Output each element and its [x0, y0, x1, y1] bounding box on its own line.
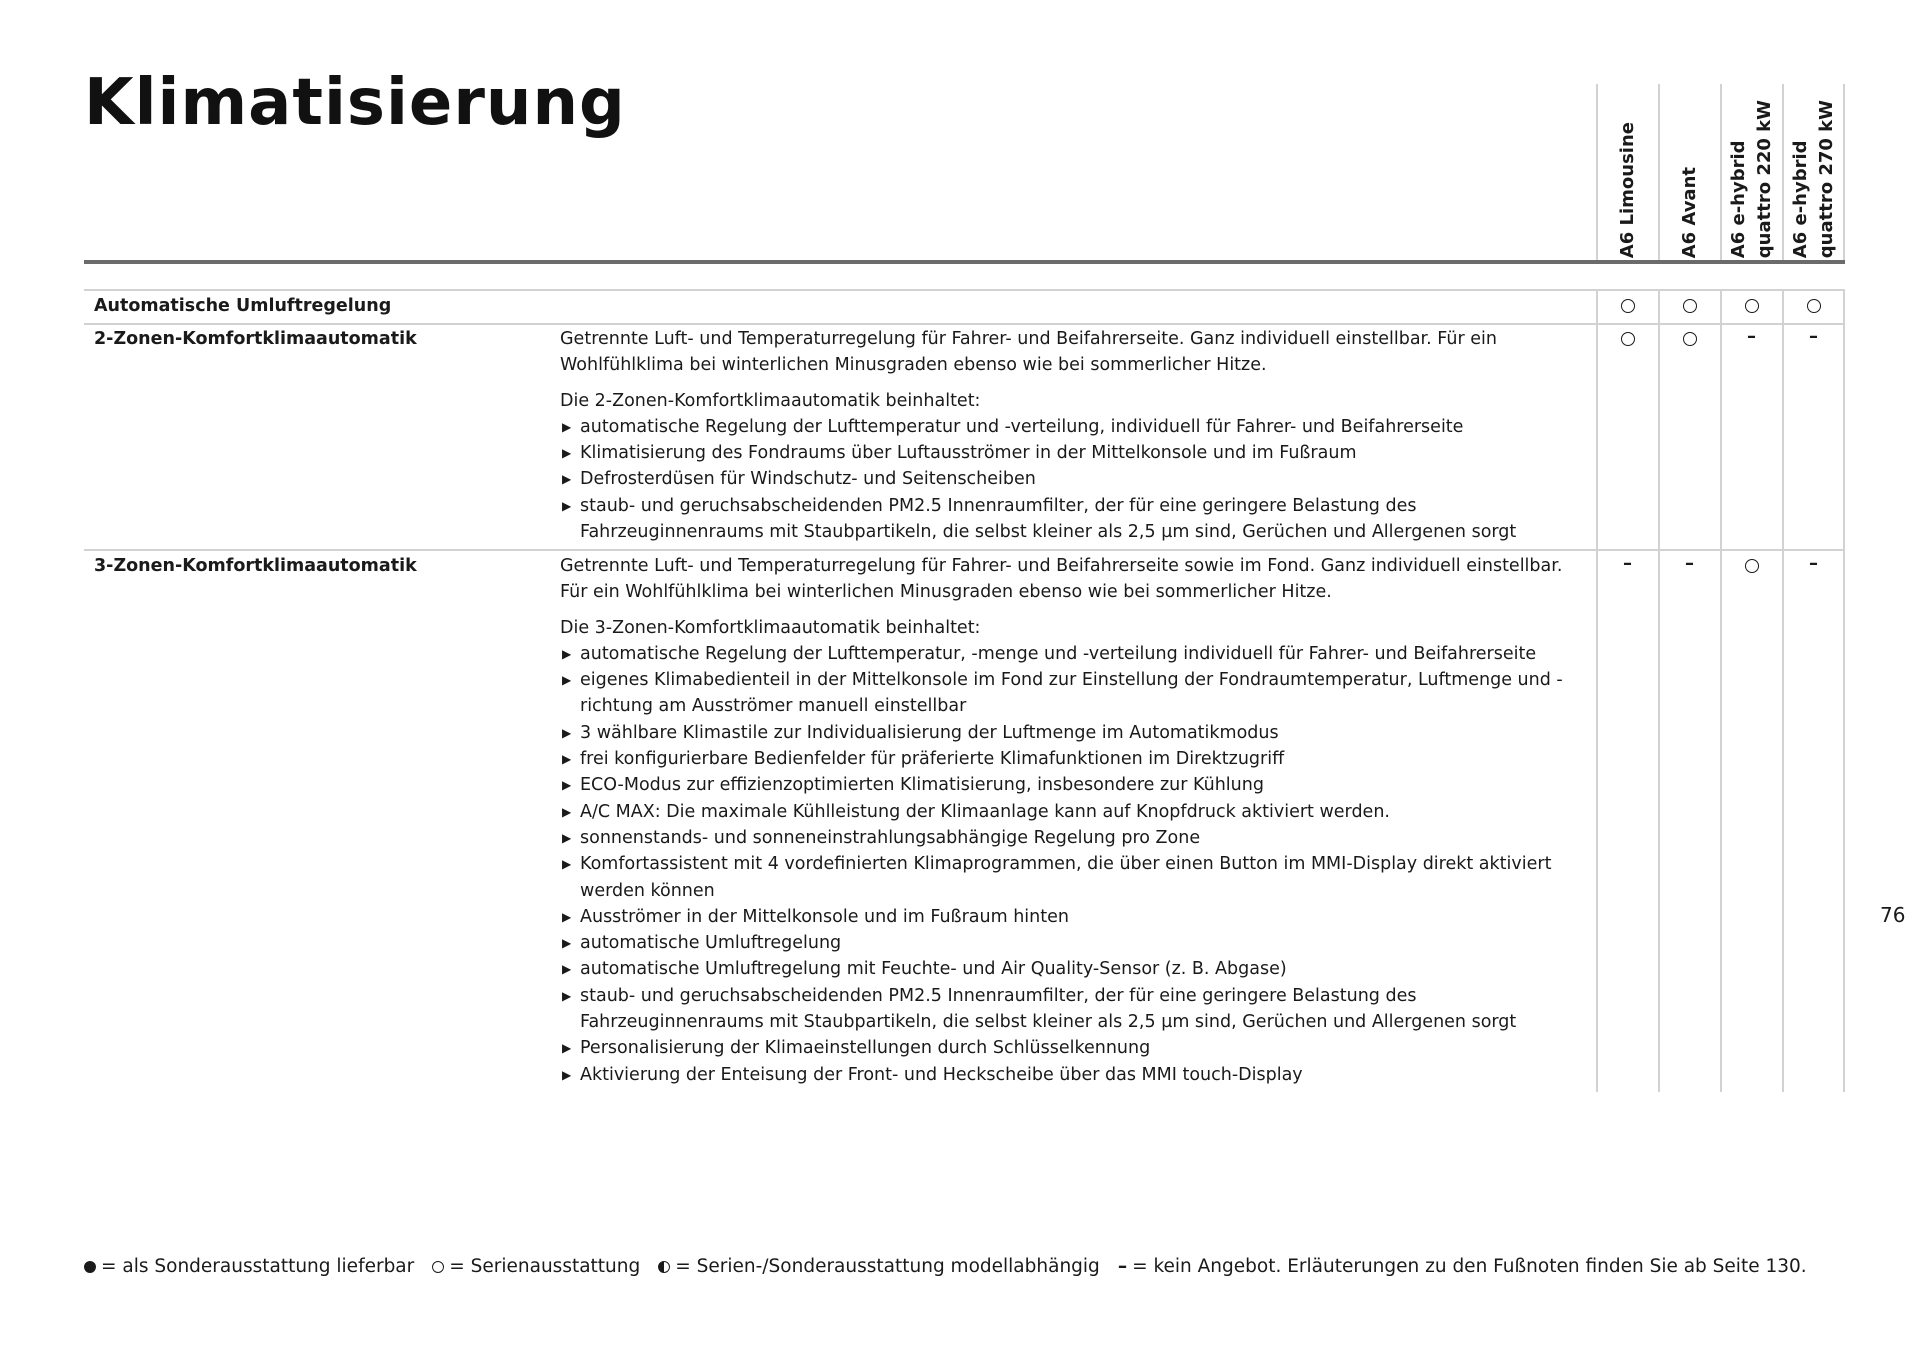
header-divider [1782, 84, 1784, 262]
list-item: ▶ automatische Umluftregelung mit Feuchte- und Air Quality-Sensor (z. B. Abgase) [560, 956, 1570, 982]
column-header [1597, 84, 1658, 258]
header-divider [1720, 84, 1722, 262]
availability-symbol: – [1809, 553, 1818, 574]
filled-circle-icon [84, 1261, 96, 1273]
availability-symbol [1783, 297, 1844, 318]
list-item: ▶ Klimatisierung des Fondraums über Luftausströmer in der Mittelkonsole und im Fußraum [560, 440, 1570, 466]
list-item: ▶ ECO-Modus zur effizienzoptimierten Klimatisierung, insbesondere zur Kühlung [560, 772, 1570, 798]
standard-circle-icon [1745, 559, 1759, 573]
page-title: Klimatisierung [84, 66, 626, 140]
row-label: Automatische Umluftregelung [94, 296, 392, 316]
bullet-triangle-icon: ▶ [562, 472, 572, 487]
bullet-triangle-icon: ▶ [562, 857, 572, 872]
row-description [560, 553, 1570, 1088]
legend [84, 1256, 1825, 1277]
availability-symbol: – [1747, 326, 1756, 347]
list-item: ▶ Aktivierung der Enteisung der Front- und Heckscheibe über das MMI touch-Display [560, 1062, 1570, 1088]
availability-symbol [1659, 330, 1720, 351]
bullet-triangle-icon: ▶ [562, 446, 572, 461]
page-number: 76 [1880, 903, 1906, 927]
row-label: 3-Zonen-Komfortklimaautomatik [94, 556, 417, 576]
availability-symbol [1721, 297, 1782, 318]
bullet-triangle-icon: ▶ [562, 962, 572, 977]
column-divider [1782, 289, 1784, 1092]
empty-circle-icon [432, 1261, 444, 1273]
bullet-triangle-icon: ▶ [562, 419, 572, 434]
half-circle-icon [658, 1261, 670, 1273]
bullet-triangle-icon: ▶ [562, 778, 572, 793]
list-item: ▶ sonnenstands- und sonneneinstrahlungsabhängige Regelung pro Zone [560, 825, 1570, 851]
standard-circle-icon [1745, 299, 1759, 313]
header-divider [1596, 84, 1598, 262]
bullet-triangle-icon: ▶ [562, 830, 572, 845]
row-description [560, 326, 1570, 545]
list-item: ▶ Personalisierung der Klimaeinstellungen durch Schlüsselkennung [560, 1035, 1570, 1061]
column-header-label: A6 Limousine [1616, 121, 1638, 258]
list-item: ▶ Defrosterdüsen für Windschutz- und Seitenscheiben [560, 466, 1570, 492]
standard-circle-icon [1683, 332, 1697, 346]
list-item: ▶ automatische Regelung der Lufttemperatur, -menge und -verteilung individuell für Fahrer- und Beifahrerseite [560, 641, 1570, 667]
dash-icon: – [1117, 1256, 1128, 1277]
availability-symbol: – [1685, 553, 1694, 574]
header-divider [1843, 84, 1845, 262]
column-divider [1596, 289, 1598, 1092]
list-item: ▶ frei konfigurierbare Bedienfelder für präferierte Klimafunktionen im Direktzugriff [560, 746, 1570, 772]
feature-list [560, 641, 1570, 1088]
column-header-label: A6 Avant [1678, 166, 1700, 258]
list-item: ▶ 3 wählbare Klimastile zur Individualisierung der Luftmenge im Automatikmodus [560, 720, 1570, 746]
bullet-triangle-icon: ▶ [562, 909, 572, 924]
availability-symbol [1659, 297, 1720, 318]
standard-circle-icon [1683, 299, 1697, 313]
description-sub-intro: Die 3-Zonen-Komfortklimaautomatik beinhaltet: [560, 617, 981, 638]
row-divider [84, 549, 1845, 551]
row-divider [84, 289, 1845, 291]
bullet-triangle-icon: ▶ [562, 988, 572, 1003]
availability-symbol [1597, 297, 1658, 318]
legend-item-standard: = Serienausstattung [432, 1256, 640, 1277]
legend-item-none: – = kein Angebot. Erläuterungen zu den Fußnoten finden Sie ab Seite 130. [1117, 1256, 1807, 1277]
column-divider [1658, 289, 1660, 1092]
bullet-triangle-icon: ▶ [562, 725, 572, 740]
header-divider [1658, 84, 1660, 262]
column-header-label: A6 e-hybrid quattro 270 kW [1789, 99, 1837, 258]
description-intro: Getrennte Luft- und Temperaturregelung für Fahrer- und Beifahrerseite. Ganz individuell einstellbar. Für ein Wohlfühlklima bei winterlichen Minusgraden ebenso wie bei sommerlicher Hitze. [560, 329, 1497, 376]
availability-symbol: – [1623, 553, 1632, 574]
column-header-label: A6 e-hybrid quattro 220 kW [1727, 99, 1775, 258]
description-intro: Getrennte Luft- und Temperaturregelung für Fahrer- und Beifahrerseite sowie im Fond. Ganz individuell einstellbar. Für ein Wohlfühlklima bei winterlichen Minusgraden ebenso wie bei sommerlicher Hitze. [560, 556, 1563, 603]
bullet-triangle-icon: ▶ [562, 936, 572, 951]
column-divider [1720, 289, 1722, 1092]
legend-item-model-dependent: = Serien-/Sonderausstattung modellabhängig [658, 1256, 1100, 1277]
list-item: ▶ staub- und geruchsabscheidenden PM2.5 Innenraumfilter, der für eine geringere Belastung des Fahrzeuginnenraums mit Staubpartikeln, die selbst kleiner als 2,5 µm sind, Gerüchen und Allergenen sorgt [560, 493, 1570, 546]
legend-item-optional: = als Sonderausstattung lieferbar [84, 1256, 414, 1277]
row-divider [84, 323, 1845, 325]
standard-circle-icon [1621, 299, 1635, 313]
list-item: ▶ eigenes Klimabedienteil in der Mittelkonsole im Fond zur Einstellung der Fondraumtemperatur, Luftmenge und -richtung am Ausströmer manuell einstellbar [560, 667, 1570, 720]
title-rule [84, 260, 1845, 264]
standard-circle-icon [1621, 332, 1635, 346]
column-header [1659, 84, 1720, 258]
bullet-triangle-icon: ▶ [562, 673, 572, 688]
bullet-triangle-icon: ▶ [562, 752, 572, 767]
bullet-triangle-icon: ▶ [562, 1067, 572, 1082]
bullet-triangle-icon: ▶ [562, 646, 572, 661]
column-header [1721, 84, 1782, 258]
bullet-triangle-icon: ▶ [562, 804, 572, 819]
list-item: ▶ Ausströmer in der Mittelkonsole und im Fußraum hinten [560, 904, 1570, 930]
description-sub-intro: Die 2-Zonen-Komfortklimaautomatik beinhaltet: [560, 390, 981, 411]
availability-symbol [1721, 557, 1782, 578]
bullet-triangle-icon: ▶ [562, 498, 572, 513]
column-divider [1843, 289, 1845, 1092]
bullet-triangle-icon: ▶ [562, 1041, 572, 1056]
row-label: 2-Zonen-Komfortklimaautomatik [94, 329, 417, 349]
availability-symbol [1597, 330, 1658, 351]
list-item: ▶ staub- und geruchsabscheidenden PM2.5 Innenraumfilter, der für eine geringere Belastung des Fahrzeuginnenraums mit Staubpartikeln, die selbst kleiner als 2,5 µm sind, Gerüchen und Allergenen sorgt [560, 983, 1570, 1036]
list-item: ▶ automatische Umluftregelung [560, 930, 1570, 956]
list-item: ▶ A/C MAX: Die maximale Kühlleistung der Klimaanlage kann auf Knopfdruck aktiviert werden. [560, 799, 1570, 825]
list-item: ▶ automatische Regelung der Lufttemperatur und -verteilung, individuell für Fahrer- und Beifahrerseite [560, 414, 1570, 440]
standard-circle-icon [1807, 299, 1821, 313]
list-item: ▶ Komfortassistent mit 4 vordefinierten Klimaprogrammen, die über einen Button im MMI-Display direkt aktiviert werden können [560, 851, 1570, 904]
column-header [1783, 84, 1844, 258]
feature-list [560, 414, 1570, 545]
availability-symbol: – [1809, 326, 1818, 347]
